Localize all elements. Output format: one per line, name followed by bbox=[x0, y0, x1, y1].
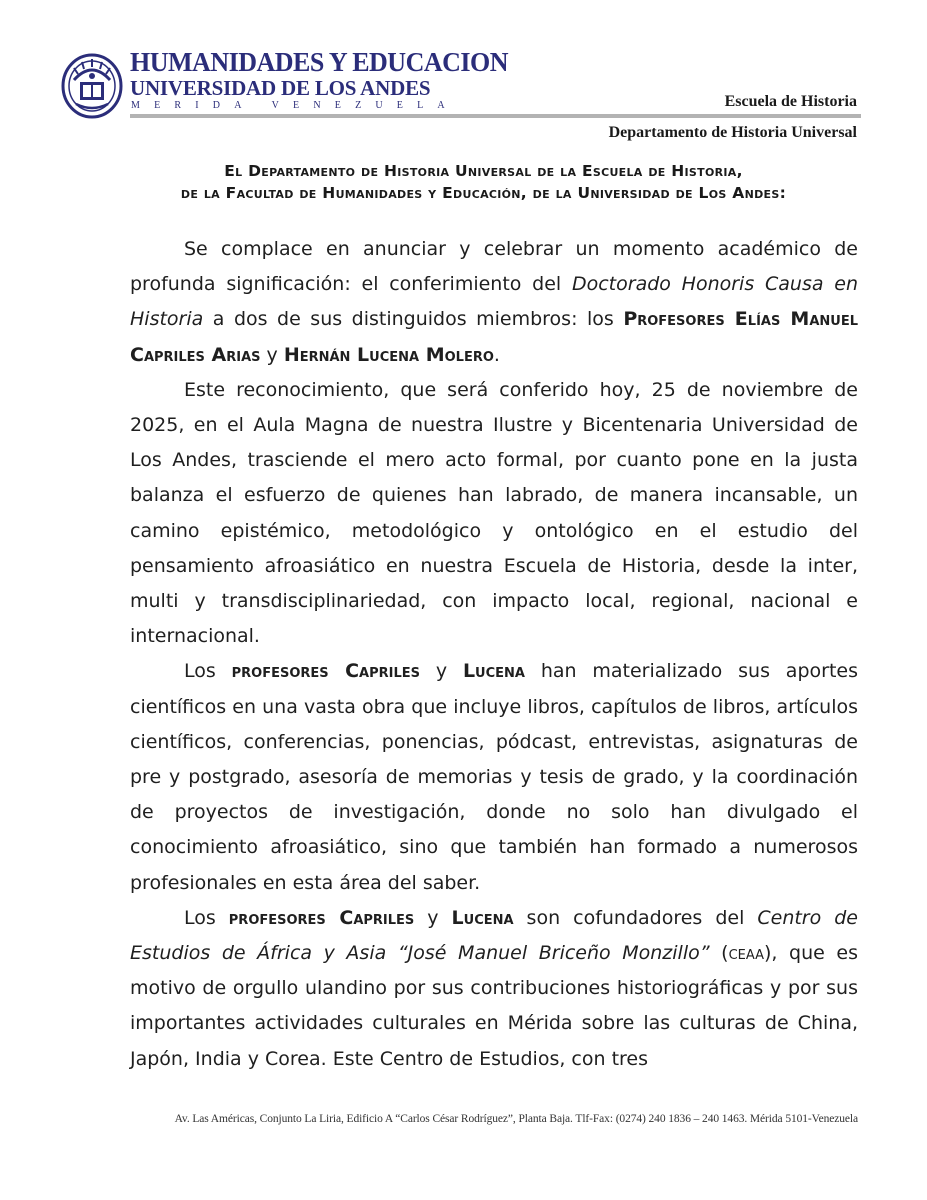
announcement-heading bbox=[100, 160, 867, 204]
brand-subtitle: UNIVERSIDAD DE LOS ANDES bbox=[130, 76, 431, 100]
p4-text-1: Los bbox=[184, 906, 229, 929]
p1-text-2: a dos de sus distinguidos miembros: los bbox=[203, 308, 624, 331]
footer-address: Av. Las Américas, Conjunto La Liria, Edificio A “Carlos César Rodríguez”, Planta Baja. Tlf-Fax: (0274) 240 1836 – 240 1463. Mérida 5101-Venezuela bbox=[174, 1113, 858, 1125]
p4-acronym: ceaa bbox=[728, 942, 765, 965]
p4-professor-2: Lucena bbox=[451, 906, 514, 929]
brand-city: MERIDA VENEZUELA bbox=[131, 100, 459, 111]
paragraph-2: Este reconocimiento, que será conferido hoy, 25 de noviembre de 2025, en el Aula Magna de nuestra Ilustre y Bicentenaria Universidad de Los Andes, trasciende el mero acto formal, por cuanto pone en la justa balanza el esfuerzo de quienes han labrado, de manera incansable, un camino epistémico, metodológico y ontológico en el estudio del pensamiento afroasiático en nuestra Escuela de Historia, desde la inter, multi y transdisciplinariedad, con impacto local, regional, nacional e internacional. bbox=[130, 378, 858, 648]
p3-professor-2: Lucena bbox=[462, 660, 525, 683]
brand-title: HUMANIDADES Y EDUCACION bbox=[130, 46, 509, 78]
department-name: Departamento de Historia Universal bbox=[608, 124, 857, 141]
heading-line-1: El Departamento de Historia Universal de la Escuela de Historia, bbox=[224, 162, 743, 180]
paragraph-3 bbox=[130, 654, 858, 900]
p4-text-3: son cofundadores del bbox=[513, 906, 758, 929]
school-name: Escuela de Historia bbox=[724, 93, 857, 110]
p1-professor-1: Profesores Elías Manuel Capriles Arias bbox=[130, 308, 858, 366]
paragraph-4 bbox=[130, 901, 858, 1077]
p1-text-4: . bbox=[493, 343, 500, 366]
p4-text-4: ( bbox=[709, 942, 729, 965]
p1-professor-2: Hernán Lucena Molero bbox=[283, 343, 494, 366]
p4-text-2: y bbox=[414, 906, 452, 929]
university-seal-icon bbox=[60, 50, 124, 120]
p3-text-3: han materializado sus aportes científicos en una vasta obra que incluye libros, capítulos de libros, artículos científicos, conferencias, ponencias, pódcast, entrevistas, asignaturas de pre y postgrado, asesoría de memorias y tesis de grado, y la coordinación de proyectos de investigación, donde no solo han divulgado el conocimiento afroasiático, sino que también han formado a numerosos profesionales en esta área del saber. bbox=[130, 660, 858, 894]
p4-center-name: Centro de Estudios de África y Asia “José Manuel Briceño Monzillo” bbox=[130, 906, 858, 965]
header-divider bbox=[130, 114, 861, 118]
p1-text-1: Se complace en anunciar y celebrar un momento académico de profunda significación: el conferimiento del bbox=[130, 238, 858, 296]
heading-line-2: de la Facultad de Humanidades y Educación, de la Universidad de Los Andes: bbox=[180, 184, 787, 202]
paragraph-1 bbox=[130, 232, 858, 373]
p3-professor-1: profesores Capriles bbox=[231, 660, 420, 683]
p3-text-1: Los bbox=[184, 660, 232, 683]
p1-text-3: y bbox=[260, 343, 284, 366]
p1-degree: Doctorado Honoris Causa en Historia bbox=[130, 273, 858, 331]
p4-professor-1: profesores Capriles bbox=[228, 906, 415, 929]
letter-body bbox=[130, 232, 858, 1077]
p4-text-5: ), que es motivo de orgullo ulandino por sus contribuciones historiográficas y por sus importantes actividades culturales en Mérida sobre las culturas de China, Japón, India y Corea. Este Centro de Estudios, con tres bbox=[130, 942, 859, 1070]
p3-text-2: y bbox=[419, 660, 463, 683]
